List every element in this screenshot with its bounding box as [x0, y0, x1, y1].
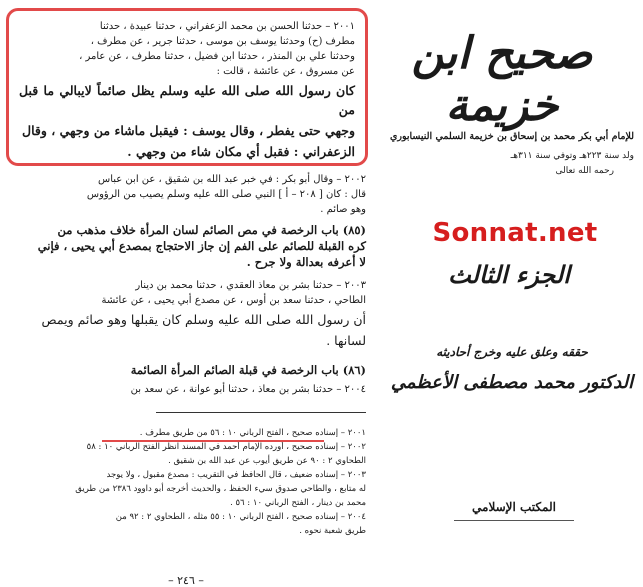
volume-label: الجزء الثالث — [448, 260, 570, 289]
author-blessing: رحمه الله تعالى — [555, 166, 614, 176]
isnad-line: ٢٠٠٣ – حدثنا بشر بن معاذ العقدي ، حدثنا محمد بن دينار — [135, 280, 366, 291]
verification-note: حققه وعلق عليه وخرج أحاديثه — [436, 345, 588, 359]
isnad-line: ٢٠٠٤ – حدثنا بشر بن معاذ ، حدثنا أبو عوانة ، عن سعد بن — [130, 384, 366, 395]
author-dates: ولد سنة ٢٢٣هـ وتوفي سنة ٣١١هـ — [510, 151, 634, 161]
text-page — [6, 8, 374, 587]
publisher-name: المكتب الإسلامي — [472, 500, 556, 514]
isnad-line: ٢٠٠١ – حدثنا الحسن بن محمد الزعفراني ، حدثنا عبيدة ، حدثنا — [99, 21, 355, 32]
red-underline — [102, 440, 324, 442]
footnote-line: محمد بن دينار ، الفتح الرباني ١٠ : ٥٦ . — [230, 498, 366, 508]
site-watermark: Sonnat.net — [432, 218, 598, 248]
chapter-85-heading — [10, 222, 366, 270]
isnad-line: وحدثنا علي بن المنذر ، حدثنا ابن فضيل ، حدثنا مطرف ، عن عامر ، — [79, 51, 355, 62]
isnad-line: عن مسروق ، عن عائشة ، قالت : — [216, 66, 355, 77]
publisher-rule — [454, 520, 574, 521]
heading-line: (٨٥) باب الرخصة في مص الصائم لسان المرأة خلاف مذهب من — [57, 223, 366, 237]
book-title: صحيح ابن خزيمة — [411, 28, 593, 131]
heading-line: (٨٦) باب الرخصة في قبلة الصائم المرأة الصائمة — [130, 363, 366, 377]
hadith-2004 — [10, 382, 366, 397]
book-title-calligraphy — [402, 28, 602, 131]
footnote-line: طريق شعبة نحوه . — [299, 526, 366, 536]
footnote-separator — [156, 412, 366, 413]
hadith-line: ٢٠٠٢ – وقال أبو بكر : في خبر عبد الله بن شقيق ، عن ابن عباس — [98, 174, 366, 185]
hadith-2003 — [10, 278, 366, 350]
isnad-line: الطاحي ، حدثنا سعد بن أوس ، عن مصدع أبي يحيى ، عن عائشة — [101, 295, 366, 306]
page-number: – ٢٤٦ – — [168, 574, 204, 587]
title-page — [384, 0, 640, 587]
matn-line: كان رسول الله صلى الله عليه وسلم يظل صائماً لايبالي ما قبل من — [19, 83, 355, 117]
footnote-line: له متابع ، والطاحي صدوق سيء الحفظ ، والحديث أخرجه أبو داوود ٢٣٨٦ من طريق — [75, 484, 366, 494]
hadith-line: قال : كان [ ٢٠٨ – أ ] النبي صلى الله عليه وسلم يصيب من الرؤوس — [86, 189, 366, 200]
author-line: للإمام أبي بكر محمد بن إسحاق بن خزيمة السلمي النيسابوري — [389, 131, 635, 142]
matn-line: لسانها . — [326, 333, 366, 348]
editor-name: الدكتور محمد مصطفى الأعظمي — [390, 372, 634, 393]
matn-line: الزعفراني : فقبل أي مكان شاء من وجهي . — [127, 144, 355, 159]
footnotes — [10, 426, 366, 538]
footnote-line: ٢٠٠٤ – إسناده صحيح ، الفتح الرباني ١٠ : ٥٥ مثله ، الطحاوي ٢ : ٩٢ من — [115, 512, 366, 522]
hadith-2002 — [10, 172, 366, 217]
hadith-line: وهو صائم . — [320, 204, 366, 215]
footnote-line: ٢٠٠١ – إسناده صحيح ، الفتح الرباني ١٠ : ٥٦ من طريق مطرف . — [139, 428, 366, 438]
matn-line: وجهي حتى يفطر ، وقال يوسف : فيقبل ماشاء من وجهي ، وقال — [21, 123, 355, 138]
footnote-line: ٢٠٠٢ – إسناده صحيح ، أورده الإمام أحمد في المسند انظر الفتح الرباني ١٠ : ٥٨ — [86, 442, 366, 452]
isnad-line: مطرف (ح) وحدثنا يوسف بن موسى ، حدثنا جرير ، عن مطرف ، — [90, 36, 355, 47]
chapter-86-heading — [10, 362, 366, 378]
matn-line: أن رسول الله صلى الله عليه وسلم كان يقبلها وهو صائم ويمص — [41, 312, 366, 327]
highlighted-hadith-2001 — [6, 8, 368, 166]
footnote-line: الطحاوي ٢ : ٩٠ عن طريق أيوب عن عبد الله بن شقيق . — [168, 456, 366, 466]
heading-line: لا أعرفه بعدالة ولا جرح . — [246, 255, 366, 269]
heading-line: كره القبلة للصائم على الفم إن جاز الاحتجاج بمصدع أبي يحيى ، فإني — [37, 239, 366, 253]
footnote-line: ٢٠٠٣ – إسناده ضعيف ، قال الحافظ في التقريب : مصدع مقبول ، ولا يوجد — [106, 470, 366, 480]
